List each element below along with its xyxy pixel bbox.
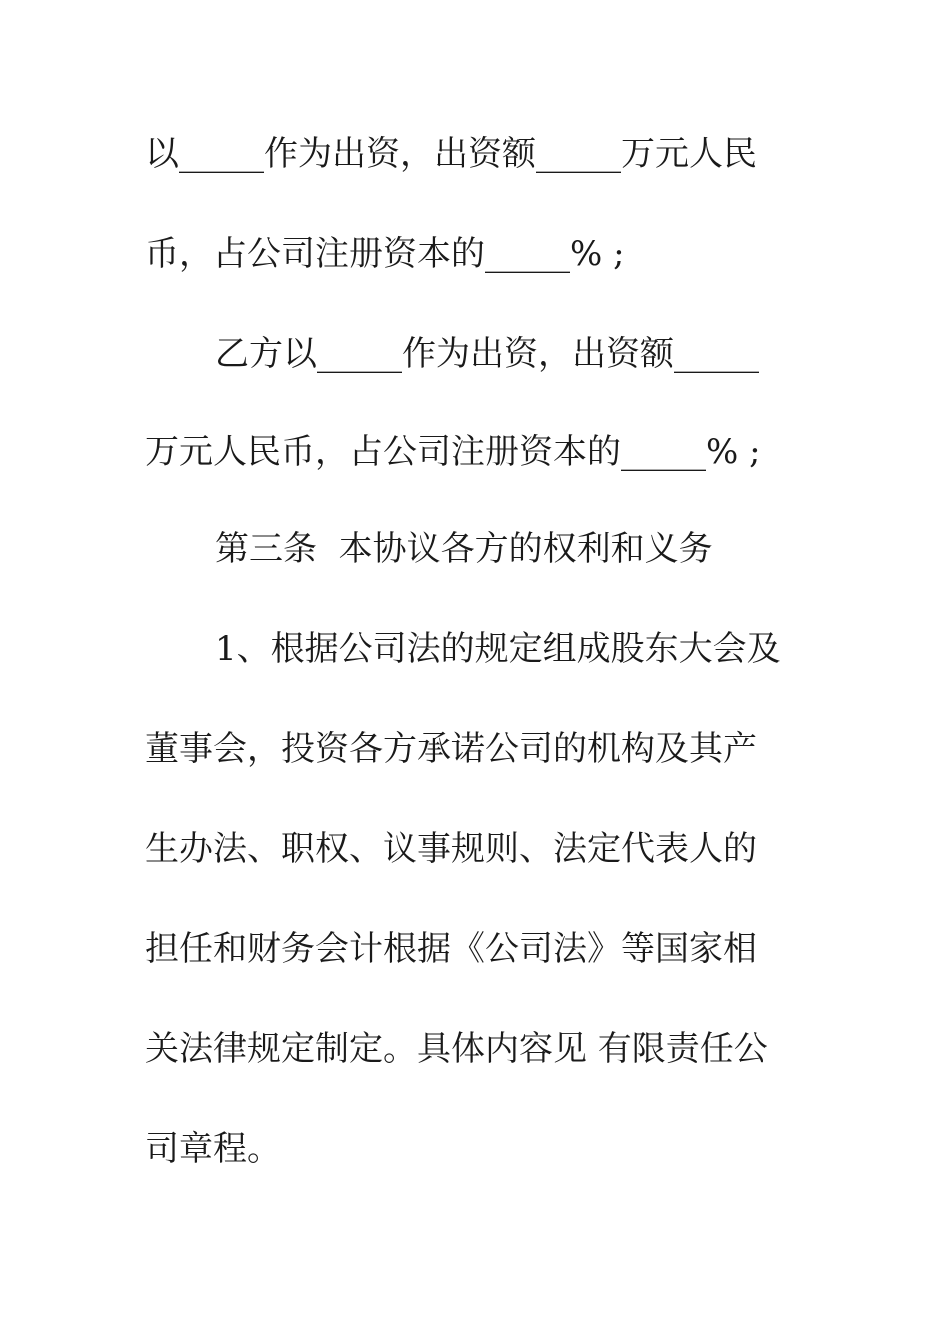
text-line-8: 生办法、职权、议事规则、法定代表人的: [145, 829, 757, 869]
article-heading: 第三条 本协议各方的权利和义务: [215, 529, 713, 569]
text-line-4: 万元人民币，占公司注册资本的_____% ;: [145, 432, 761, 472]
text-line-2: 币，占公司注册资本的_____% ;: [145, 234, 625, 274]
text-line-3: 乙方以_____作为出资，出资额_____: [215, 334, 759, 374]
text-line-1: 以_____作为出资，出资额_____万元人民: [145, 134, 757, 174]
text-line-6: 1、根据公司法的规定组成股东大会及: [215, 629, 781, 669]
text-line-10: 关法律规定制定。具体内容见 有限责任公: [145, 1029, 768, 1069]
text-line-9: 担任和财务会计根据《公司法》等国家相: [145, 929, 757, 969]
text-line-7: 董事会，投资各方承诺公司的机构及其产: [145, 729, 757, 769]
text-line-11: 司章程。: [145, 1129, 281, 1169]
